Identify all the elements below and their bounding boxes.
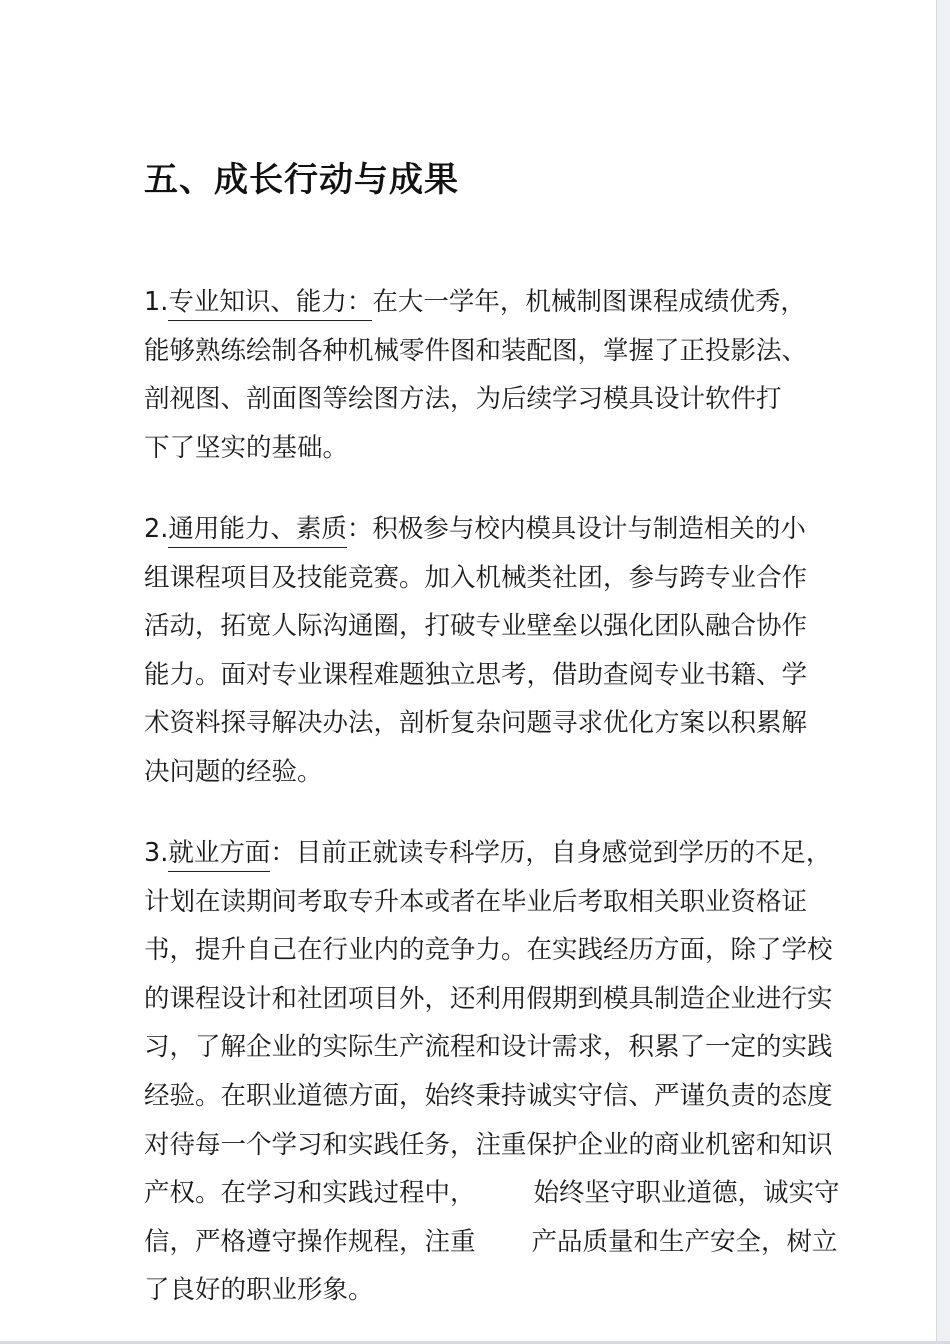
paragraph-1 (144, 278, 934, 472)
paragraph-line: 经验。在职业道德方面，始终秉持诚实守信、严谨负责的态度 (144, 1080, 833, 1111)
paragraph-line: 对待每一个学习和实践任务，注重保护企业的商业机密和知识 (144, 1129, 833, 1160)
line-text-right: 始终坚守职业道德，诚实守 (533, 1178, 840, 1209)
paragraph-line: 组课程项目及技能竞赛。加入机械类社团，参与跨专业合作 (144, 562, 808, 593)
line-text: ：积极参与校内模具设计与制造相关的小 (346, 514, 806, 544)
paragraph-line: 术资料探寻解决办法，剖析复杂问题寻求优化方案以积累解 (144, 708, 808, 739)
paragraph-3 (144, 829, 934, 1315)
page-edge-right (936, 0, 950, 1344)
paragraph-line: 书，提升自己在行业内的竞争力。在实践经历方面，除了学校 (144, 935, 833, 966)
keyword-underlined: 就业方面 (168, 838, 270, 872)
paragraph-line: 习，了解企业的实际生产流程和设计需求，积累了一定的实践 (144, 1032, 833, 1063)
item-number: 2. (144, 514, 169, 544)
item-number: 1. (144, 287, 169, 317)
keyword-underlined: 通用能力、素质 (168, 514, 347, 548)
paragraph-line: 能力。面对专业课程难题独立思考，借助查阅专业书籍、学 (144, 659, 808, 690)
paragraph-line: 剖视图、剖面图等绘图方法，为后续学习模具设计软件打 (144, 384, 782, 415)
line-text: ：目前正就读专科学历，自身感觉到学历的不足， (270, 838, 832, 868)
section-heading: 五、成长行动与成果 (144, 160, 459, 200)
line-text-left: 产权。在学习和实践过程中， (144, 1178, 476, 1209)
paragraph-line (144, 278, 934, 327)
paragraph-line: 决问题的经验。 (144, 756, 323, 787)
paragraph-line (144, 1218, 934, 1267)
keyword-underlined: 专业知识、能力： (168, 287, 372, 321)
line-text: 在大一学年，机械制图课程成绩优秀， (372, 287, 806, 317)
paragraph-line: 计划在读期间考取专升本或者在毕业后考取相关职业资格证 (144, 886, 808, 917)
paragraph-line: 的课程设计和社团项目外，还利用假期到模具制造企业进行实 (144, 983, 833, 1014)
paragraph-line: 能够熟练绘制各种机械零件图和装配图，掌握了正投影法、 (144, 335, 808, 366)
line-text-left: 信，严格遵守操作规程，注重 (144, 1226, 476, 1257)
paragraph-line (144, 1169, 934, 1218)
paragraph-line: 活动，拓宽人际沟通圈，打破专业壁垒以强化团队融合协作 (144, 611, 808, 642)
paragraph-line (144, 829, 934, 878)
item-number: 3. (144, 838, 169, 868)
paragraph-2 (144, 505, 934, 797)
paragraph-line: 了良好的职业形象。 (144, 1275, 374, 1306)
line-text-right: 产品质量和生产安全，树立 (531, 1226, 838, 1257)
paragraph-line (144, 505, 934, 554)
paragraph-line: 下了坚实的基础。 (144, 432, 349, 463)
